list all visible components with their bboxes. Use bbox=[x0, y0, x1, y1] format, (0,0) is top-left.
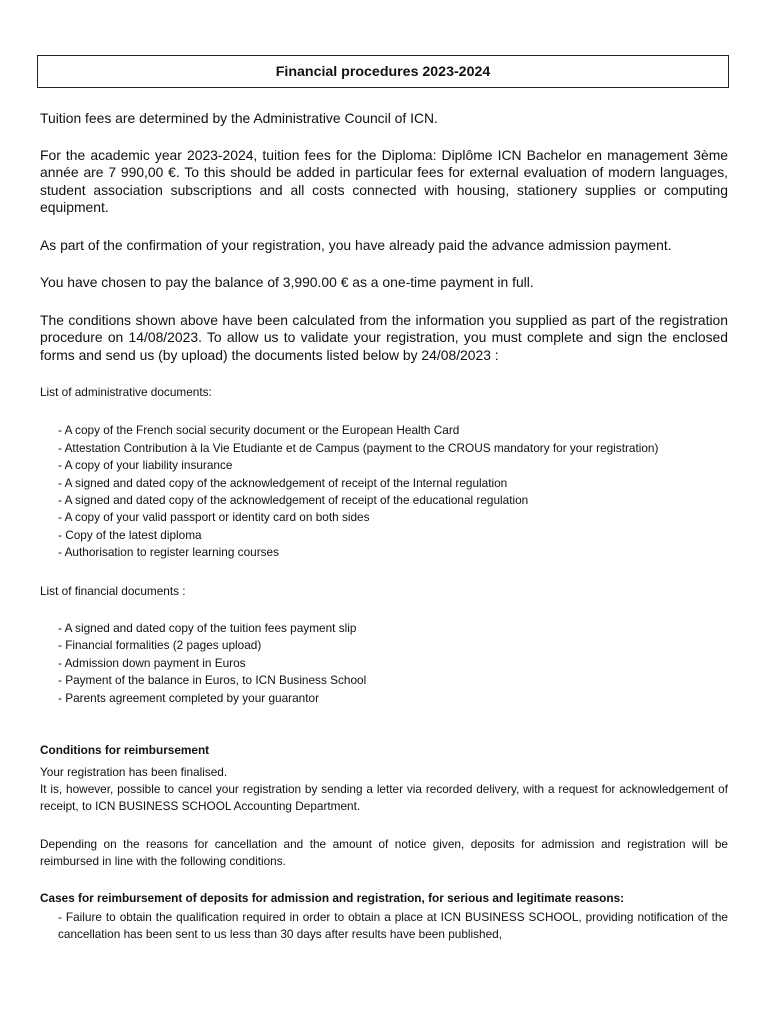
paragraph-conditions: The conditions shown above have been calculated from the information you supplied as part of the registration procedure on 14/08/2023. To allow us to validate your registration, you must complete and sign the enclosed forms and send us (by upload) the documents listed below by 24/08/2023 : bbox=[40, 311, 728, 363]
reimbursement-conditions: Depending on the reasons for cancellation and the amount of notice given, deposits for admission and registration will be reimbursed in line with the following conditions. bbox=[40, 836, 728, 869]
list-item: - Authorisation to register learning courses bbox=[58, 544, 728, 561]
list-item: - A signed and dated copy of the tuition fees payment slip bbox=[58, 620, 728, 637]
financial-docs-heading: List of financial documents : bbox=[40, 583, 186, 598]
paragraph-advance-payment: As part of the confirmation of your registration, you have already paid the advance admission payment. bbox=[40, 236, 672, 253]
paragraph-balance: You have chosen to pay the balance of 3,990.00 € as a one-time payment in full. bbox=[40, 274, 534, 290]
list-item: - A copy of your valid passport or identity card on both sides bbox=[58, 509, 728, 526]
list-item: - Parents agreement completed by your guarantor bbox=[58, 690, 728, 707]
admin-docs-list bbox=[40, 422, 728, 561]
list-item: - Copy of the latest diploma bbox=[58, 527, 728, 544]
paragraph-tuition-council: Tuition fees are determined by the Administrative Council of ICN. bbox=[40, 110, 438, 126]
list-item: - A copy of the French social security document or the European Health Card bbox=[58, 422, 728, 439]
reimbursement-heading: Conditions for reimbursement bbox=[40, 743, 210, 758]
reimbursement-finalised: Your registration has been finalised. bbox=[40, 764, 228, 779]
list-item: - A signed and dated copy of the acknowledgement of receipt of the Internal regulation bbox=[58, 475, 728, 492]
paragraph-tuition-fees: For the academic year 2023-2024, tuition fees for the Diploma: Diplôme ICN Bachelor en management 3ème année are 7 990,00 €. To this should be added in particular fees for external evaluation of modern languages, student association subscriptions and all costs connected with housing, stationery supplies or computing equipment. bbox=[40, 146, 728, 215]
list-item: - Financial formalities (2 pages upload) bbox=[58, 637, 728, 654]
cases-heading: Cases for reimbursement of deposits for admission and registration, for serious and legitimate reasons: bbox=[40, 890, 625, 905]
cases-item-qualification: - Failure to obtain the qualification required in order to obtain a place at ICN BUSINESS SCHOOL, providing notification of the cancellation has been sent to us less than 30 days after results have been published, bbox=[58, 909, 728, 942]
list-item: - Attestation Contribution à la Vie Etudiante et de Campus (payment to the CROUS mandatory for your registration) bbox=[58, 440, 728, 457]
financial-docs-list bbox=[40, 620, 728, 707]
list-item: - A signed and dated copy of the acknowledgement of receipt of the educational regulation bbox=[58, 492, 728, 509]
reimbursement-cancel-info: It is, however, possible to cancel your registration by sending a letter via recorded delivery, with a request for acknowledgement of receipt, to ICN BUSINESS SCHOOL Accounting Department. bbox=[40, 781, 728, 814]
admin-docs-heading: List of administrative documents: bbox=[40, 385, 212, 399]
list-item: - A copy of your liability insurance bbox=[58, 457, 728, 474]
list-item: - Payment of the balance in Euros, to ICN Business School bbox=[58, 672, 728, 689]
list-item: - Admission down payment in Euros bbox=[58, 655, 728, 672]
document-title: Financial procedures 2023-2024 bbox=[37, 55, 729, 88]
document-page bbox=[40, 55, 728, 944]
